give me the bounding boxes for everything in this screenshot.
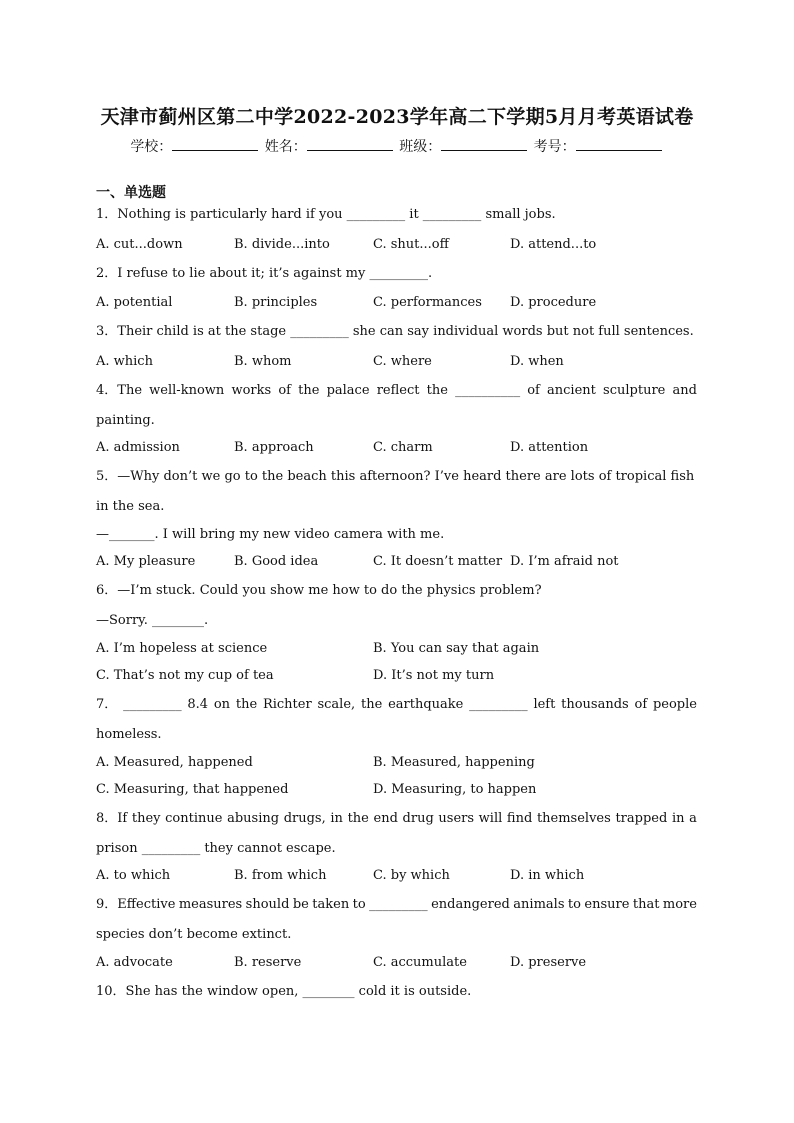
word: the <box>360 697 383 712</box>
name-label: 姓名： <box>264 139 307 155</box>
word: thousands <box>561 697 629 712</box>
word: of <box>278 383 291 398</box>
q3-option-c: C. where <box>373 354 432 369</box>
student-info-line <box>0 136 794 156</box>
question-3-text: 3．Their child is at the stage _________ she can say individual words but not full sentences. <box>96 324 694 339</box>
question-9-text-cont: species don’t become extinct. <box>96 927 292 942</box>
q2-option-d: D. procedure <box>510 295 597 310</box>
q5-option-a: A. My pleasure <box>96 554 196 569</box>
q1-option-c: C. shut...off <box>373 237 449 252</box>
q6-option-b: B. You can say that again <box>373 641 540 656</box>
word: will <box>478 811 503 826</box>
word: left <box>533 697 556 712</box>
word: palace <box>326 383 370 398</box>
q1-option-b: B. divide...into <box>234 237 330 252</box>
word: the <box>298 383 320 398</box>
question-2-text: 2．I refuse to lie about it; it’s against my _________. <box>96 266 433 281</box>
word: the <box>235 697 258 712</box>
q1-option-a: A. cut...down <box>96 237 183 252</box>
q4-option-b: B. approach <box>234 440 314 455</box>
question-8-text-cont: prison _________ they cannot escape. <box>96 841 336 856</box>
q7-option-b: B. Measured, happening <box>373 755 535 770</box>
word: to <box>352 897 366 912</box>
word: 7． <box>96 697 118 712</box>
q9-option-b: B. reserve <box>234 955 302 970</box>
question-8-text <box>96 811 697 827</box>
question-5-text: 5．—Why don’t we go to the beach this afternoon? I’ve heard there are lots of tropical fish <box>96 469 695 484</box>
word: 8.4 <box>187 697 209 712</box>
question-7-text <box>96 697 697 713</box>
word: find <box>506 811 533 826</box>
word: taken <box>312 897 350 912</box>
word: endangered <box>431 897 510 912</box>
word: the <box>347 811 369 826</box>
word: and <box>672 383 697 398</box>
class-blank <box>441 137 527 151</box>
page-title: 天津市蓟州区第二中学2022-2023学年高二下学期5月月考英语试卷 <box>100 106 694 128</box>
class-label: 班级： <box>399 139 442 155</box>
q5-option-b: B. Good idea <box>234 554 319 569</box>
word: that <box>632 897 660 912</box>
q8-option-a: A. to which <box>96 868 171 883</box>
q4-option-d: D. attention <box>510 440 589 455</box>
name-blank <box>307 137 393 151</box>
school-label: 学校： <box>130 139 173 155</box>
question-5-text-cont: in the sea. <box>96 499 165 514</box>
q6-option-d: D. It’s not my turn <box>373 668 495 683</box>
word: drug <box>402 811 434 826</box>
word: sculpture <box>603 383 666 398</box>
q3-option-d: D. when <box>510 354 564 369</box>
q6-option-c: C. That’s not my cup of tea <box>96 668 274 683</box>
word: works <box>231 383 272 398</box>
word: drugs, <box>283 811 326 826</box>
school-blank <box>172 137 258 151</box>
q9-option-d: D. preserve <box>510 955 587 970</box>
word: 4．The <box>96 383 143 398</box>
question-10-text: 10．She has the window open, ________ cold it is outside. <box>96 984 472 999</box>
q4-option-c: C. charm <box>373 440 433 455</box>
question-7-text-cont: homeless. <box>96 727 162 742</box>
word: trapped <box>615 811 668 826</box>
q3-option-a: A. which <box>96 354 153 369</box>
exam-number-label: 考号： <box>533 139 576 155</box>
word: scale, <box>317 697 356 712</box>
q2-option-a: A. potential <box>96 295 173 310</box>
q7-option-a: A. Measured, happened <box>96 755 253 770</box>
word: be <box>292 897 309 912</box>
q3-option-b: B. whom <box>234 354 292 369</box>
word: themselves <box>536 811 611 826</box>
question-5-dialogue: —_______. I will bring my new video camera with me. <box>96 527 445 542</box>
q7-option-c: C. Measuring, that happened <box>96 782 289 797</box>
q8-option-b: B. from which <box>234 868 327 883</box>
word: users <box>438 811 475 826</box>
word: well-known <box>149 383 225 398</box>
word: reflect <box>376 383 420 398</box>
q5-option-d: D. I’m afraid not <box>510 554 619 569</box>
question-9-text <box>96 897 697 913</box>
word: Richter <box>262 697 312 712</box>
q9-option-c: C. accumulate <box>373 955 467 970</box>
word: to <box>567 897 581 912</box>
q2-option-c: C. performances <box>373 295 482 310</box>
question-1-text: 1．Nothing is particularly hard if you _________ it _________ small jobs. <box>96 207 556 222</box>
q6-option-a: A. I’m hopeless at science <box>96 641 268 656</box>
section-title: 一、单选题 <box>96 185 166 201</box>
word: continue <box>165 811 223 826</box>
word: _________ <box>469 697 528 712</box>
word: should <box>245 897 290 912</box>
q4-option-a: A. admission <box>96 440 180 455</box>
word: measures <box>178 897 243 912</box>
question-4-text-cont: painting. <box>96 413 155 428</box>
word: the <box>426 383 448 398</box>
word: a <box>689 811 697 826</box>
question-6-dialogue: —Sorry. ________. <box>96 613 209 628</box>
question-4-text <box>96 383 697 399</box>
q8-option-c: C. by which <box>373 868 450 883</box>
q2-option-b: B. principles <box>234 295 318 310</box>
word: end <box>373 811 398 826</box>
word: animals <box>513 897 565 912</box>
word: people <box>652 697 697 712</box>
word: _________ <box>369 897 428 912</box>
exam-number-blank <box>576 137 662 151</box>
word: of <box>634 697 648 712</box>
word: they <box>131 811 161 826</box>
word: 9．Effective <box>96 897 176 912</box>
question-6-text: 6．—I’m stuck. Could you show me how to do the physics problem? <box>96 583 542 598</box>
word: more <box>662 897 697 912</box>
word: _________ <box>123 697 182 712</box>
word: ensure <box>584 897 630 912</box>
word: ancient <box>547 383 596 398</box>
word: __________ <box>455 383 521 398</box>
q5-option-c: C. It doesn’t matter <box>373 554 503 569</box>
word: 8．If <box>96 811 128 826</box>
word: on <box>213 697 231 712</box>
word: abusing <box>227 811 280 826</box>
q8-option-d: D. in which <box>510 868 585 883</box>
q7-option-d: D. Measuring, to happen <box>373 782 537 797</box>
word: in <box>330 811 343 826</box>
word: of <box>527 383 540 398</box>
q9-option-a: A. advocate <box>96 955 173 970</box>
q1-option-d: D. attend...to <box>510 237 597 252</box>
word: earthquake <box>388 697 464 712</box>
word: in <box>671 811 685 826</box>
